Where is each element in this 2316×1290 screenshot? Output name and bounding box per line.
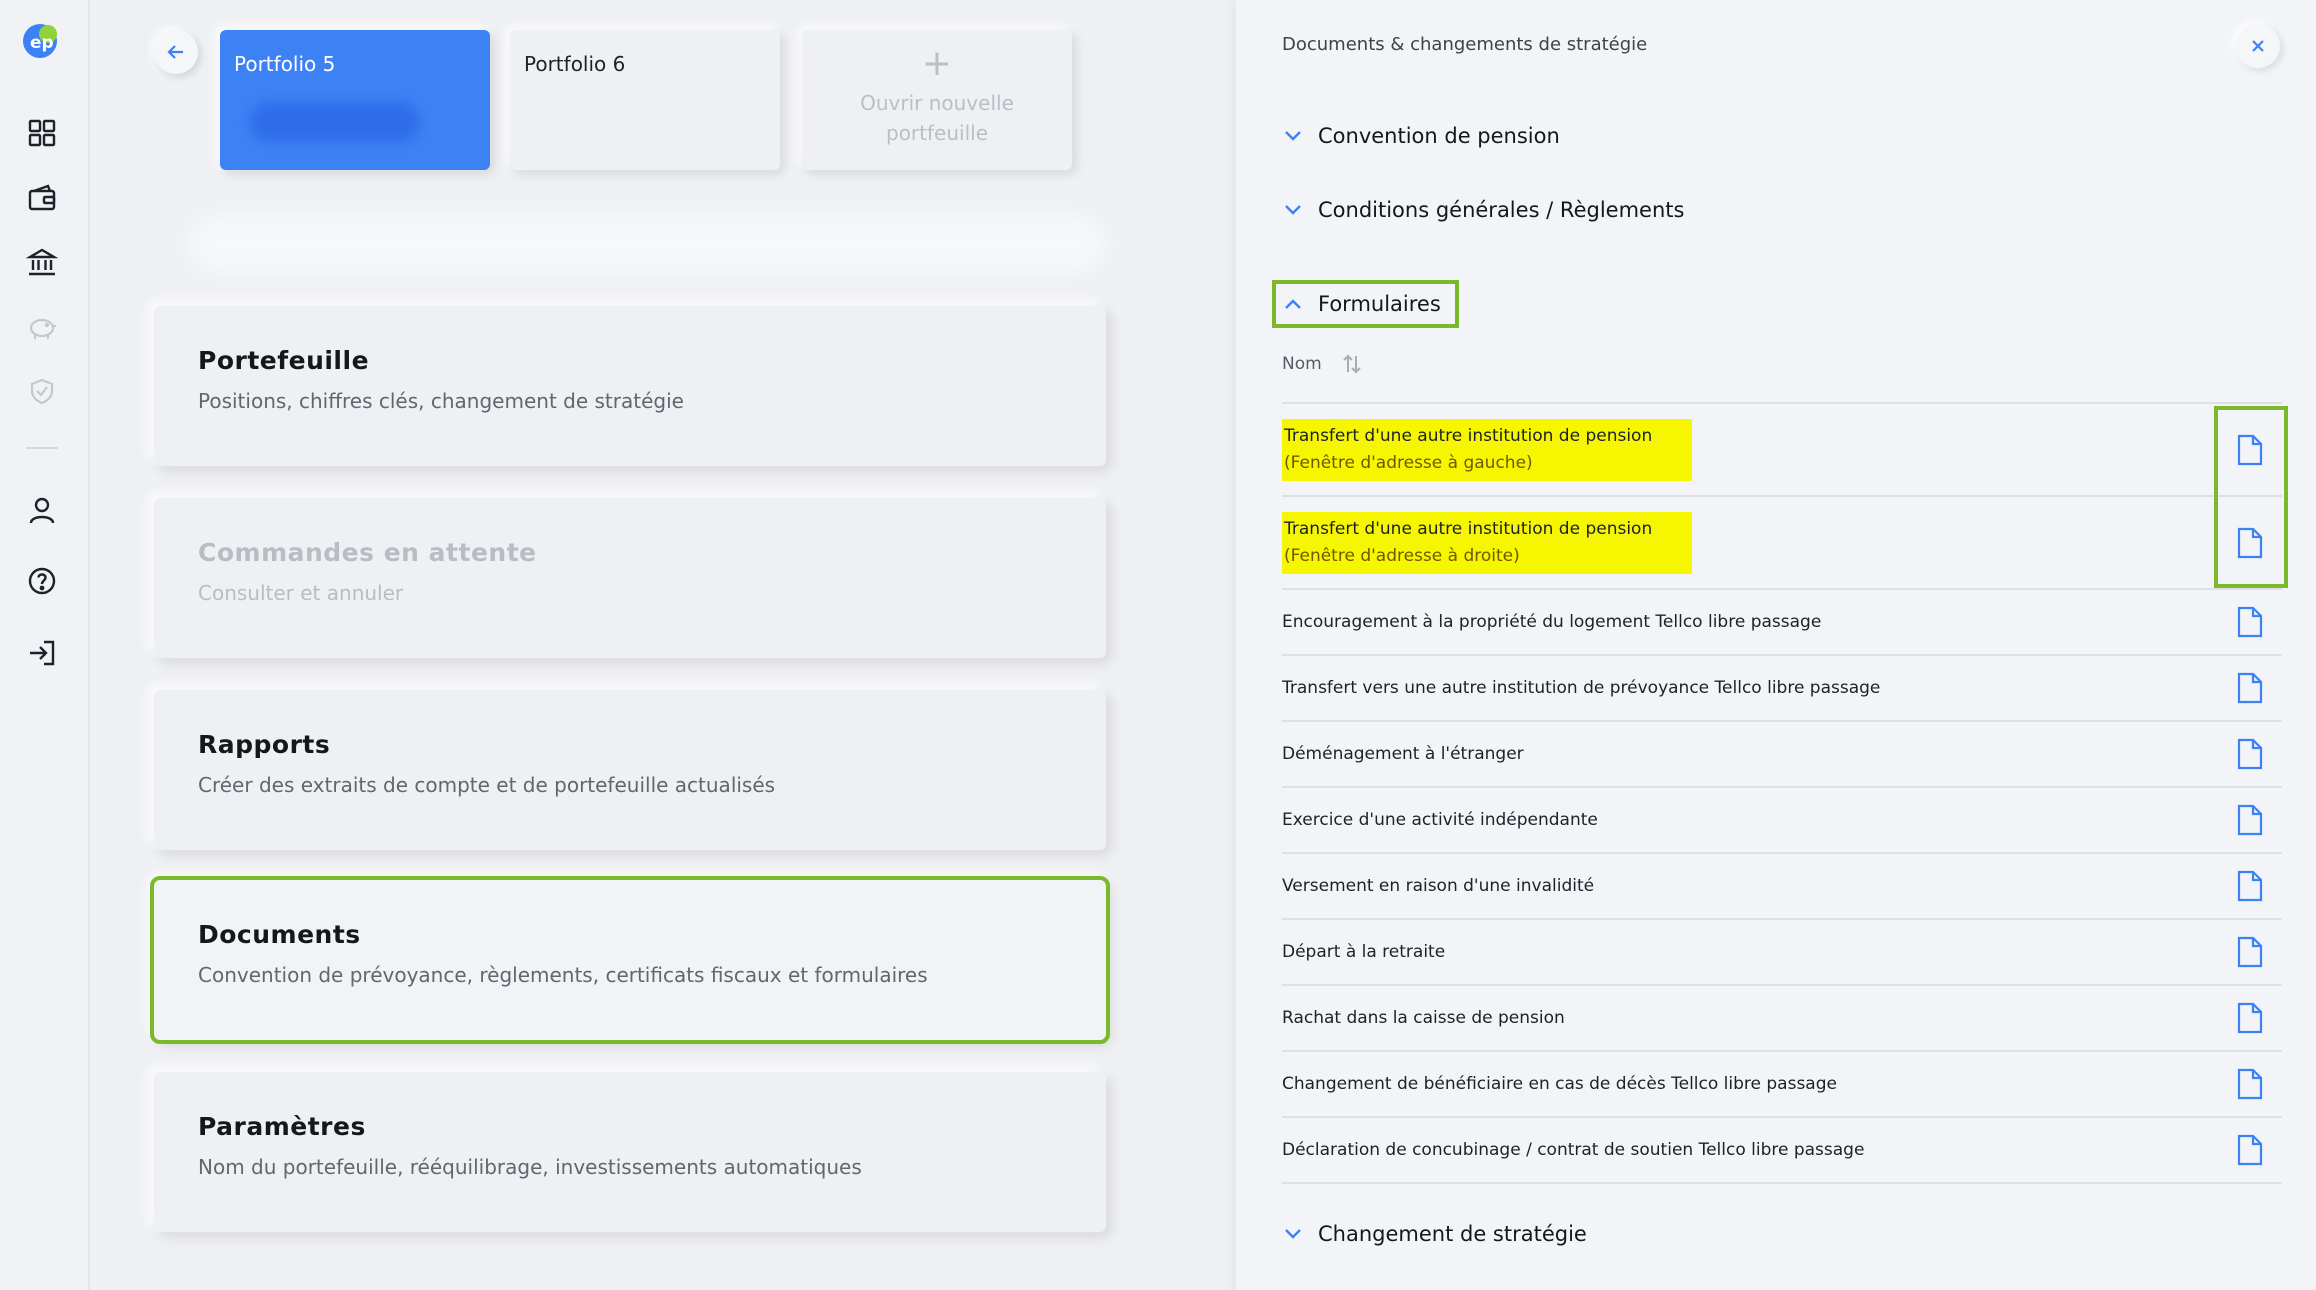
document-icon[interactable] <box>2236 672 2264 704</box>
portfolio-value-blurred <box>540 102 710 142</box>
close-icon <box>2249 37 2267 55</box>
back-button[interactable] <box>154 30 198 74</box>
plus-icon: + <box>921 43 953 84</box>
table-row[interactable] <box>1282 852 2282 918</box>
section-label: Conditions générales / Règlements <box>1318 198 1685 222</box>
menu-card-commandes[interactable] <box>154 498 1106 658</box>
document-name <box>1282 419 1692 481</box>
table-row[interactable] <box>1282 495 2282 588</box>
portfolio-tab-6[interactable] <box>510 30 780 170</box>
section-formulaires[interactable] <box>1276 284 1455 324</box>
document-icon[interactable] <box>2236 1002 2264 1034</box>
document-title: Transfert d'une autre institution de pension <box>1284 518 1653 539</box>
user-icon[interactable] <box>25 493 59 527</box>
menu-card-subtitle: Nom du portefeuille, rééquilibrage, investissements automatiques <box>198 1155 862 1179</box>
document-name: Déménagement à l'étranger <box>1282 743 1524 764</box>
section-label: Formulaires <box>1318 292 1441 316</box>
menu-card-title: Paramètres <box>198 1112 366 1141</box>
menu-card-subtitle: Positions, chiffres clés, changement de stratégie <box>198 389 684 413</box>
document-name: Versement en raison d'une invalidité <box>1282 875 1595 896</box>
document-icon[interactable] <box>2236 434 2264 466</box>
table-row[interactable] <box>1282 984 2282 1050</box>
document-name: Déclaration de concubinage / contrat de soutien Tellco libre passage <box>1282 1139 1865 1160</box>
document-icon[interactable] <box>2236 738 2264 770</box>
logout-icon[interactable] <box>25 636 59 670</box>
column-header-nom[interactable] <box>1282 352 1364 376</box>
section-label: Convention de pension <box>1318 124 1560 148</box>
open-new-portfolio-label: Ouvrir nouvelle portfeuille <box>860 91 1014 145</box>
dashboard-icon[interactable] <box>25 116 59 150</box>
chevron-down-icon <box>1282 1223 1304 1245</box>
document-name: Changement de bénéficiaire en cas de décès Tellco libre passage <box>1282 1073 1837 1094</box>
section-label: Changement de stratégie <box>1318 1222 1587 1246</box>
help-icon[interactable] <box>25 564 59 598</box>
bank-icon[interactable] <box>25 245 59 279</box>
chevron-up-icon <box>1282 293 1304 315</box>
menu-card-subtitle: Convention de prévoyance, règlements, certificats fiscaux et formulaires <box>198 963 928 987</box>
document-name: Départ à la retraite <box>1282 941 1446 962</box>
portfolio-value-blurred <box>250 102 420 142</box>
logo[interactable] <box>21 23 59 59</box>
menu-card-title: Rapports <box>198 730 331 759</box>
portfolio-tab-5[interactable] <box>220 30 490 170</box>
table-row[interactable] <box>1282 1050 2282 1116</box>
menu-card-subtitle: Créer des extraits de compte et de portefeuille actualisés <box>198 773 776 797</box>
menu-card-subtitle: Consulter et annuler <box>198 581 404 605</box>
document-icon[interactable] <box>2236 870 2264 902</box>
close-button[interactable] <box>2236 24 2280 68</box>
section-strategie[interactable] <box>1282 1222 1587 1246</box>
column-header-label: Nom <box>1282 354 1322 374</box>
portfolio-tab-label: Portfolio 6 <box>524 52 626 76</box>
document-icon[interactable] <box>2236 527 2264 559</box>
table-row[interactable] <box>1282 654 2282 720</box>
section-convention[interactable] <box>1282 124 1560 148</box>
arrow-left-icon <box>165 41 187 63</box>
document-subtitle: (Fenêtre d'adresse à droite) <box>1284 545 1520 566</box>
table-row[interactable] <box>1282 786 2282 852</box>
svg-text:ep: ep <box>30 33 54 53</box>
chevron-down-icon <box>1282 199 1304 221</box>
document-subtitle: (Fenêtre d'adresse à gauche) <box>1284 452 1533 473</box>
table-divider <box>1282 1182 2282 1184</box>
documents-table <box>1282 402 2282 1184</box>
document-icon[interactable] <box>2236 936 2264 968</box>
document-icon[interactable] <box>2236 1068 2264 1100</box>
sidebar <box>0 0 90 1290</box>
portfolio-tab-label: Portfolio 5 <box>234 52 336 76</box>
main-content <box>92 0 1232 1290</box>
document-name: Encouragement à la propriété du logement Tellco libre passage <box>1282 611 1822 632</box>
document-icon[interactable] <box>2236 804 2264 836</box>
table-row[interactable] <box>1282 402 2282 495</box>
document-name: Rachat dans la caisse de pension <box>1282 1007 1565 1028</box>
menu-card-documents[interactable] <box>154 880 1106 1040</box>
menu-card-parametres[interactable] <box>154 1072 1106 1232</box>
menu-card-title: Commandes en attente <box>198 538 537 567</box>
document-icon[interactable] <box>2236 606 2264 638</box>
table-row[interactable] <box>1282 918 2282 984</box>
section-conditions[interactable] <box>1282 198 1684 222</box>
wallet-icon[interactable] <box>25 181 59 215</box>
open-new-portfolio-button[interactable] <box>802 30 1072 170</box>
menu-card-rapports[interactable] <box>154 690 1106 850</box>
panel-title: Documents & changements de stratégie <box>1282 34 1648 55</box>
chevron-down-icon <box>1282 125 1304 147</box>
table-row[interactable] <box>1282 588 2282 654</box>
menu-card-portefeuille[interactable] <box>154 306 1106 466</box>
table-row[interactable] <box>1282 1116 2282 1182</box>
document-name: Exercice d'une activité indépendante <box>1282 809 1598 830</box>
menu-card-title: Portefeuille <box>198 346 370 375</box>
shield-icon <box>25 374 59 408</box>
document-icon[interactable] <box>2236 1134 2264 1166</box>
blurred-summary <box>187 214 1107 274</box>
menu-card-title: Documents <box>198 920 361 949</box>
documents-panel <box>1236 0 2316 1290</box>
document-name: Transfert vers une autre institution de prévoyance Tellco libre passage <box>1282 677 1881 698</box>
document-name <box>1282 512 1692 574</box>
sidebar-divider <box>26 447 58 449</box>
table-row[interactable] <box>1282 720 2282 786</box>
sort-icon[interactable] <box>1340 352 1364 376</box>
piggy-bank-icon <box>25 310 59 344</box>
document-title: Transfert d'une autre institution de pension <box>1284 425 1653 446</box>
